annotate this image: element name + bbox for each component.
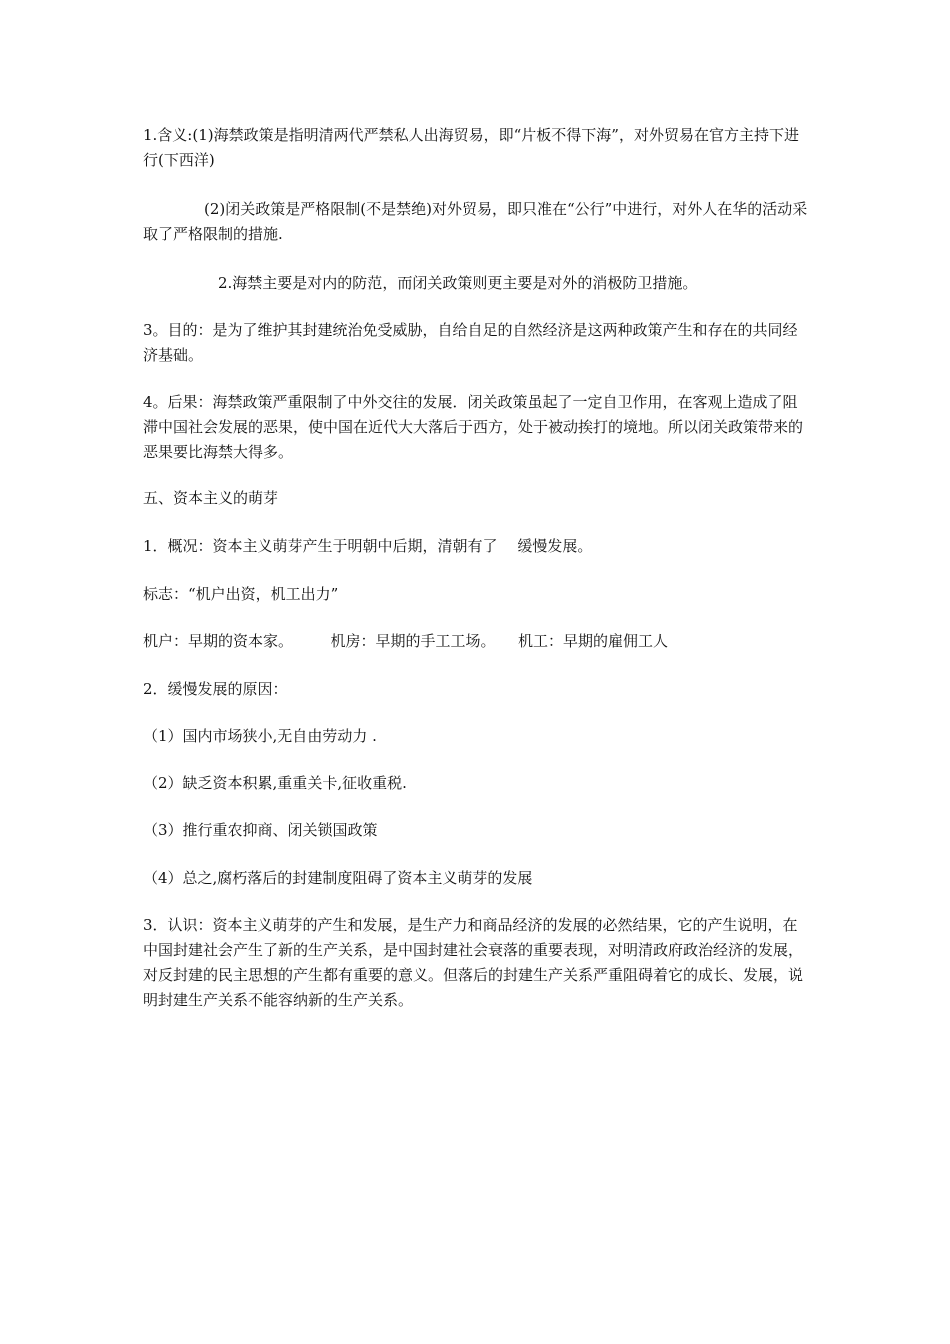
paragraph-difference: 2.海禁主要是对内的防范，而闭关政策则更主要是对外的消极防卫措施。 [218, 274, 698, 292]
paragraph-understanding: 3．认识：资本主义萌芽的产生和发展，是生产力和商品经济的发展的必然结果，它的产生说明，在中国封建社会产生了新的生产关系，是中国封建社会衰落的重要表现，对明清政府政治经济的发展，对反封建的民主思想的产生都有重要的意义。但落后的封建生产关系严重阻碍着它的成长、发展，说明封建生产关系不能容纳新的生产关系。 [143, 916, 804, 1009]
paragraph-closed-door-definition: (2)闭关政策是严格限制(不是禁绝)对外贸易，即只准在“公行”中进行，对外人在华的活动采取了严格限制的措施. [143, 200, 808, 243]
list-item-reason-2: （2）缺乏资本积累,重重关卡,征收重税. [143, 774, 407, 792]
paragraph-overview: 1．概况：资本主义萌芽产生于明朝中后期，清朝有了 缓慢发展。 [143, 537, 593, 555]
list-item-reason-3: （3）推行重农抑商、闭关锁国政策 [143, 821, 378, 839]
list-item-reason-4: （4）总之,腐朽落后的封建制度阻碍了资本主义萌芽的发展 [143, 869, 533, 887]
paragraph-purpose: 3。目的：是为了维护其封建统治免受威胁，自给自足的自然经济是这两种政策产生和存在的共同经济基础。 [143, 321, 798, 364]
paragraph-terms: 机户：早期的资本家。 机房：早期的手工工场。 机工：早期的雇佣工人 [143, 632, 669, 650]
paragraph-consequence: 4。后果：海禁政策严重限制了中外交往的发展．闭关政策虽起了一定自卫作用，在客观上造成了阻滞中国社会发展的恶果，使中国在近代大大落后于西方，处于被动挨打的境地。所以闭关政策带来的恶果要比海禁大得多。 [143, 393, 804, 461]
list-item-reason-1: （1）国内市场狭小,无自由劳动力 . [143, 727, 377, 745]
paragraph-sign: 标志：“机户出资，机工出力” [143, 585, 339, 603]
paragraph-reasons-heading: 2．缓慢发展的原因： [143, 680, 288, 698]
section-heading-capitalism: 五、资本主义的萌芽 [143, 489, 279, 507]
paragraph-definition: 1.含义:(1)海禁政策是指明清两代严禁私人出海贸易，即“片板不得下海”，对外贸易在官方主持下进行(下西洋) [143, 126, 799, 169]
